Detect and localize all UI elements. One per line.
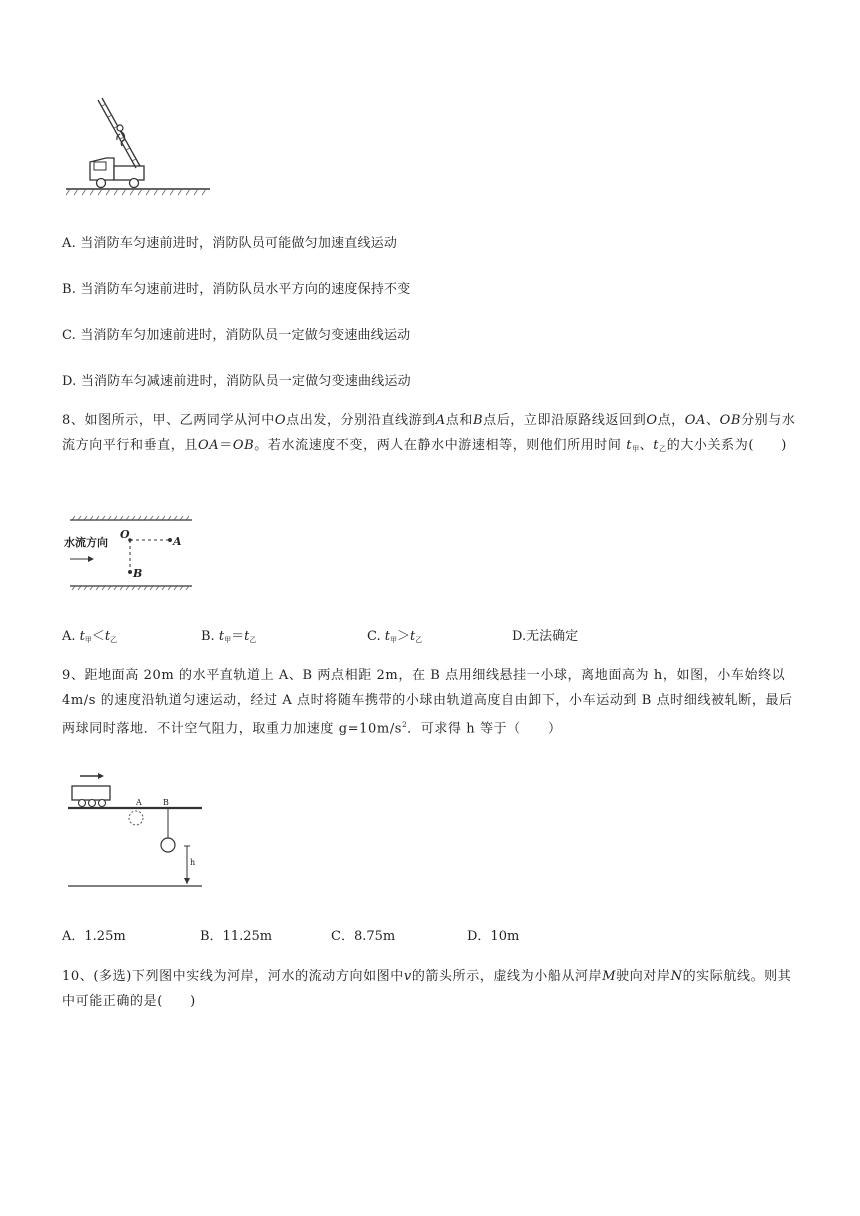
q8-option-d: D.无法确定 (512, 629, 579, 644)
q8-option-b: B. t甲＝t乙 (201, 629, 257, 644)
q9-option-c: C．8.75m (331, 929, 396, 944)
point-b-label: B (133, 567, 143, 580)
q8-option-a: A. t甲＜t乙 (62, 629, 118, 644)
point-a-label: A (136, 798, 142, 807)
q8-option-c: C. t甲＞t乙 (367, 629, 423, 644)
height-h-label: h (190, 858, 196, 867)
point-b-label: B (163, 798, 169, 807)
fire-truck-option-a: A. 当消防车匀速前进时，消防队员可能做匀加速直线运动 (62, 236, 398, 251)
question-10-text: 10、(多选)下列图中实线为河岸，河水的流动方向如图中v的箭头所示，虚线为小船从河岸M驶向对岸N的实际航线。则其中可能正确的是( ) (62, 969, 792, 1009)
q9-option-d: D．10m (467, 929, 520, 944)
q9-option-b: B．11.25m (200, 929, 273, 944)
flow-direction-label: 水流方向 (64, 536, 108, 549)
question-9-text: 9、距地面高 20m 的水平直轨道上 A、B 两点相距 2m，在 B 点用细线悬挂一小球，离地面高为 h，如图，小车始终以 4m/s 的速度沿轨道匀速运动，经过 A 点时将随车携带的小球由轨道高度自由卸下，小车运动到 B 点时细线被轧断，最后两球同时落地．不计空气阻力，取重力加速度 $g=10m/s^2$．可求得 h 等于（ ） (62, 668, 793, 737)
question-8-text: 8、如图所示，甲、乙两同学从河中O点出发，分别沿直线游到A点和B点后，立即沿原路线返回到O点，OA、OB分别与水流方向平行和垂直，且OA＝OB。若水流速度不变，两人在静水中游速相等，则他们所用时间 t甲、t乙的大小关系为( ) (62, 413, 796, 453)
fire-truck-figure (64, 94, 214, 199)
point-o-label: O (120, 528, 130, 541)
fire-truck-option-c: C. 当消防车匀加速前进时，消防队员一定做匀变速曲线运动 (62, 328, 411, 343)
river-figure (62, 514, 194, 594)
q9-option-a: A．1.25m (62, 929, 126, 944)
fire-truck-option-d: D. 当消防车匀减速前进时，消防队员一定做匀变速曲线运动 (62, 374, 411, 389)
fire-truck-option-b: B. 当消防车匀速前进时，消防队员水平方向的速度保持不变 (62, 282, 411, 297)
point-a-label: A (173, 535, 182, 548)
track-figure (66, 770, 206, 892)
